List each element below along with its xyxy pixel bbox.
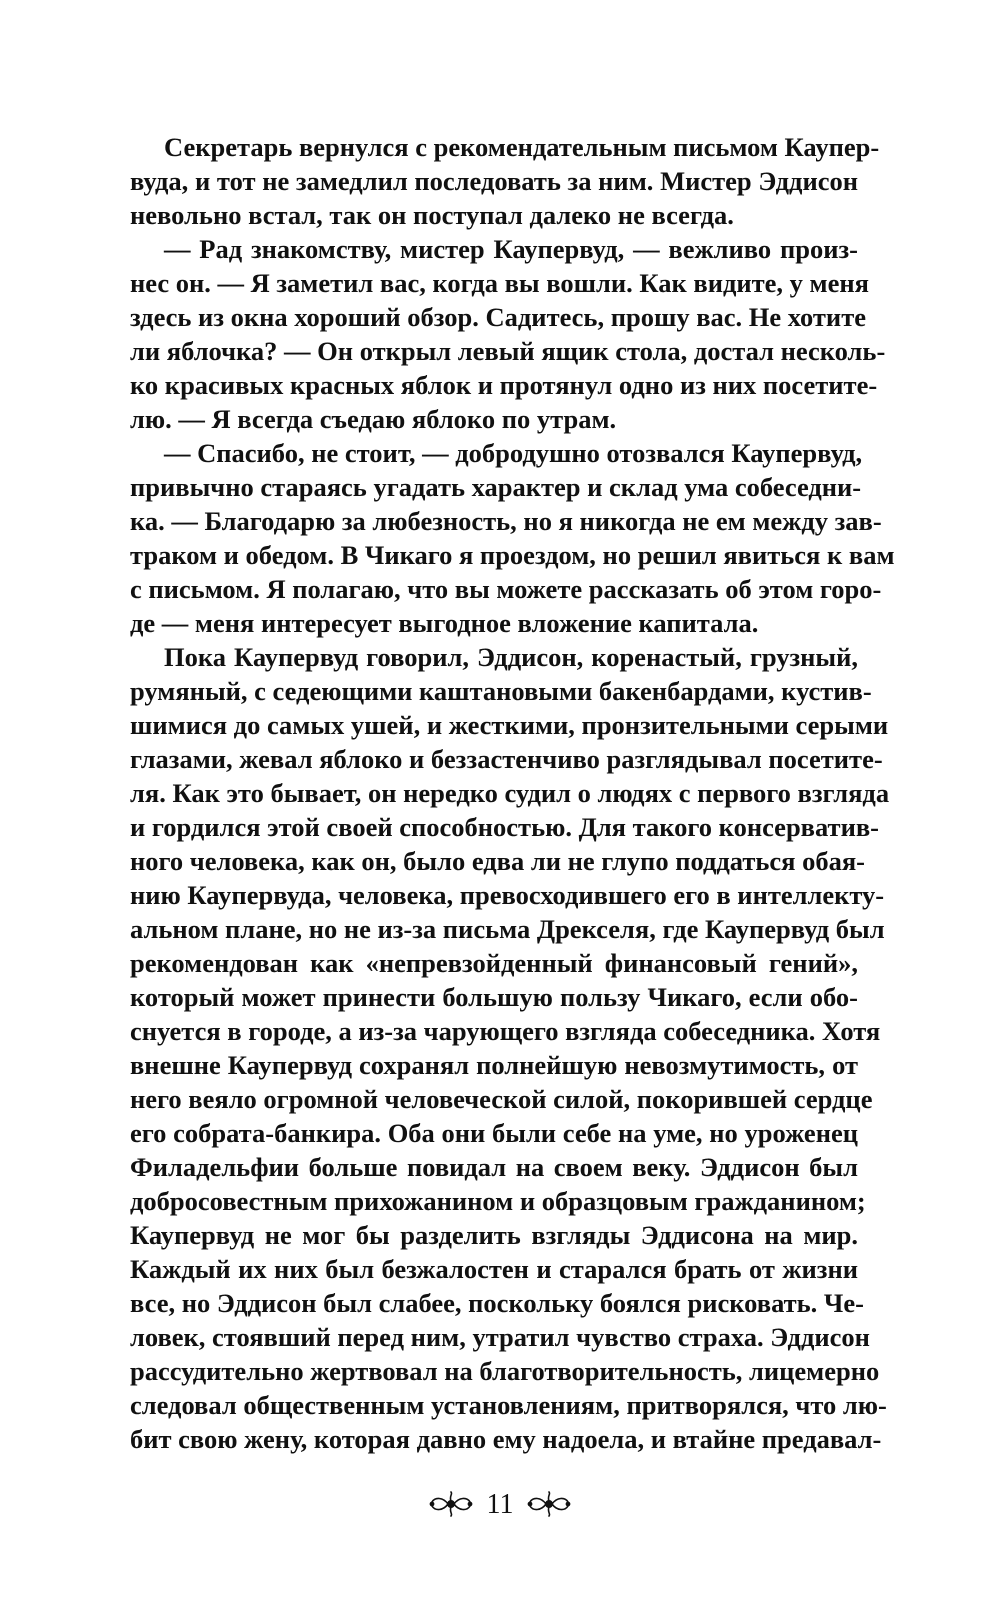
page-number: 11: [486, 1489, 514, 1520]
text-line: Филадельфии больше повидал на своем веку. Эддисон был: [130, 1152, 858, 1182]
text-line: бит свою жену, которая давно ему надоела, и втайне предавал-: [130, 1424, 882, 1454]
text-line: траком и обедом. В Чикаго я проездом, но решил явиться к вам: [130, 540, 895, 570]
text-line: него веяло огромной человеческой силой, покорившей сердце: [130, 1084, 873, 1114]
paragraph: [130, 130, 880, 232]
text-line: ля. Как это бывает, он нередко судил о людях с первого взгляда: [130, 778, 890, 808]
text-line: нес он. — Я заметил вас, когда вы вошли. Как видите, у меня: [130, 268, 869, 298]
fleuron-right-icon: [527, 1491, 571, 1517]
text-line: рекомендован как «непревзойденный финансовый гений»,: [130, 948, 858, 978]
text-line: Каждый их них был безжалостен и старался брать от жизни: [130, 1254, 858, 1284]
text-line: его собрата-банкира. Оба они были себе на уме, но уроженец: [130, 1118, 858, 1148]
text-line: Каупервуд не мог бы разделить взгляды Эддисона на мир.: [130, 1220, 858, 1250]
text-line: — Спасибо, не стоит, — добродушно отозвался Каупервуд,: [164, 438, 863, 468]
text-line: внешне Каупервуд сохранял полнейшую невозмутимость, от: [130, 1050, 858, 1080]
text-line: снуется в городе, а из-за чарующего взгляда собеседника. Хотя: [130, 1016, 881, 1046]
text-line: ка. — Благодарю за любезность, но я никогда не ем между зав-: [130, 506, 882, 536]
text-line: все, но Эддисон был слабее, поскольку боялся рисковать. Че-: [130, 1288, 864, 1318]
text-line: де — меня интересует выгодное вложение капитала.: [130, 608, 759, 638]
text-line: привычно стараясь угадать характер и склад ума собеседни-: [130, 472, 862, 502]
text-line: лю. — Я всегда съедаю яблоко по утрам.: [130, 404, 617, 434]
text-line: следовал общественным установлениям, притворялся, что лю-: [130, 1390, 887, 1420]
body-text: [130, 130, 895, 1456]
paragraph: [130, 436, 895, 640]
text-line: глазами, жевал яблоко и беззастенчиво разглядывал посетите-: [130, 744, 883, 774]
text-line: шимися до самых ушей, и жесткими, пронзительными серыми: [130, 710, 889, 740]
text-line: здесь из окна хороший обзор. Садитесь, прошу вас. Не хотите: [130, 302, 866, 332]
text-line: вуда, и тот не замедлил последовать за ним. Мистер Эддисон: [130, 166, 858, 196]
text-line: ного человека, как он, было едва ли не глупо поддаться обая-: [130, 846, 865, 876]
text-line: с письмом. Я полагаю, что вы можете рассказать об этом горо-: [130, 574, 882, 604]
text-line: румяный, с седеющими каштановыми бакенбардами, кустив-: [130, 676, 872, 706]
paragraph: [130, 232, 886, 436]
page-footer: [0, 1484, 1000, 1524]
text-line: Пока Каупервуд говорил, Эддисон, коренастый, грузный,: [164, 642, 858, 672]
text-line: рассудительно жертвовал на благотворительность, лицемерно: [130, 1356, 880, 1386]
text-line: Секретарь вернулся с рекомендательным письмом Каупер-: [164, 132, 880, 162]
text-line: ли яблочка? — Он открыл левый ящик стола, достал несколь-: [130, 336, 886, 366]
fleuron-left-icon: [429, 1491, 473, 1517]
text-line: альном плане, но не из-за письма Дрекселя, где Каупервуд был: [130, 914, 885, 944]
text-line: ко красивых красных яблок и протянул одно из них посетите-: [130, 370, 878, 400]
paragraph: [130, 640, 890, 1456]
text-line: — Рад знакомству, мистер Каупервуд, — вежливо произ-: [164, 234, 858, 264]
text-line: нию Каупервуда, человека, превосходившего его в интеллекту-: [130, 880, 885, 910]
text-line: добросовестным прихожанином и образцовым гражданином;: [130, 1186, 866, 1216]
text-line: который может принести большую пользу Чикаго, если обо-: [130, 982, 858, 1012]
text-line: и гордился этой своей способностью. Для такого консерватив-: [130, 812, 879, 842]
text-line: ловек, стоявший перед ним, утратил чувство страха. Эддисон: [130, 1322, 870, 1352]
text-line: невольно встал, так он поступал далеко не всегда.: [130, 200, 734, 230]
